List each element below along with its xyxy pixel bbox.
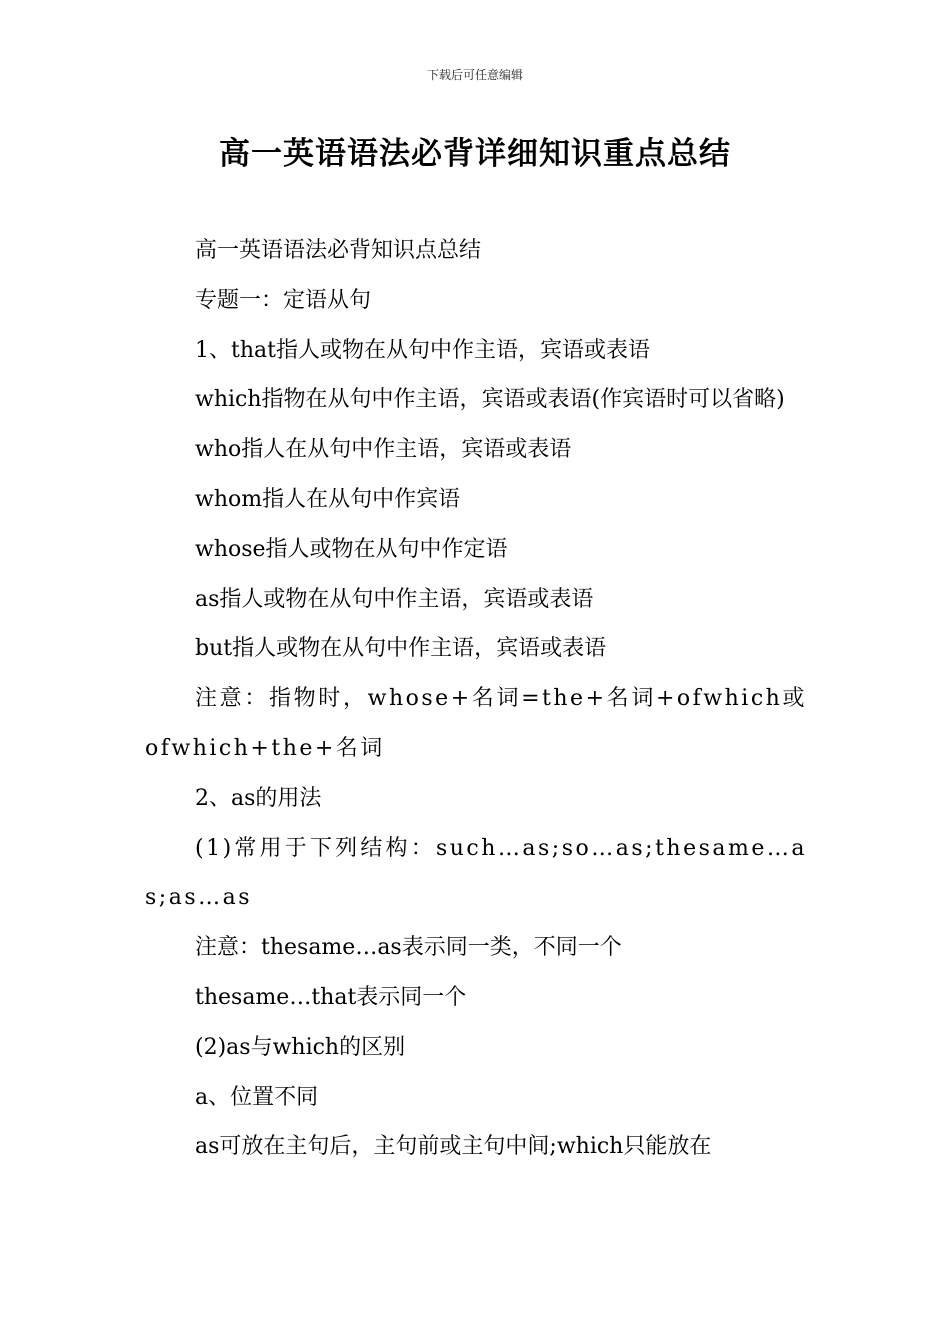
paragraph-as-usage-heading: 2、as的用法 <box>195 785 322 811</box>
paragraph-whose: whose指人或物在从句中作定语 <box>195 536 508 562</box>
paragraph-summary-heading: 高一英语语法必背知识点总结 <box>195 238 482 263</box>
paragraph-but: but指人或物在从句中作主语，宾语或表语 <box>195 636 607 662</box>
paragraph-as-which-diff: (2)as与which的区别 <box>195 1034 406 1060</box>
document-body <box>145 226 807 1172</box>
paragraph-note-whose: 注意：指物时，whose+名词=the+名词+ofwhich或ofwhich+the+名词 <box>145 686 807 761</box>
document-title: 高一英语语法必背详细知识重点总结 <box>219 136 731 172</box>
paragraph-note-thesame-as: 注意：thesame…as表示同一类，不同一个 <box>195 935 622 961</box>
paragraph-topic-heading: 专题一：定语从句 <box>195 287 372 313</box>
paragraph-as-structures: (1)常用于下列结构：such…as;so…as;thesame…as;as…as <box>145 835 807 911</box>
paragraph-thesame-that: thesame…that表示同一个 <box>195 984 467 1010</box>
paragraph-as: as指人或物在从句中作主语，宾语或表语 <box>195 586 594 612</box>
paragraph-that: 1、that指人或物在从句中作主语，宾语或表语 <box>195 337 650 363</box>
paragraph-whom: whom指人在从句中作宾语 <box>195 486 461 512</box>
header-note: 下载后可任意编辑 <box>426 68 523 82</box>
paragraph-who: who指人在从句中作主语，宾语或表语 <box>195 437 572 463</box>
paragraph-as-position: as可放在主句后，主句前或主句中间;which只能放在 <box>195 1134 712 1160</box>
paragraph-position-diff: a、位置不同 <box>195 1084 319 1110</box>
paragraph-which: which指物在从句中作主语，宾语或表语(作宾语时可以省略) <box>195 387 785 413</box>
